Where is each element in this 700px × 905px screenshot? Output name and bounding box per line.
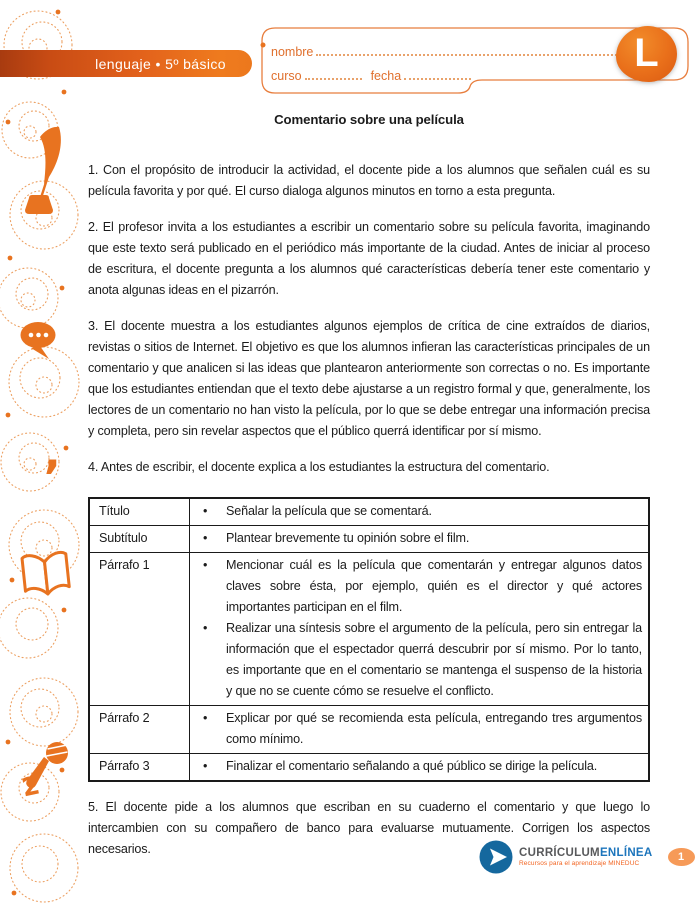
row-label: Título bbox=[89, 498, 190, 526]
activity-step-2: 2. El profesor invita a los estudiantes a escribir un comentario sobre su película favorita, imaginando que este texto será publicado en el periódico más importante de la ciudad. Antes de iniciar al proceso de escritura, el docente pregunta a los alumnos qué características debería tener este comentario y anota algunas ideas en el pizarrón. bbox=[88, 220, 650, 297]
bullet-text: Finalizar el comentario señalando a qué público se dirige la película. bbox=[226, 759, 598, 773]
bullet-text: Mencionar cuál es la película que comentarán y entregar algunos datos claves sobre ésta, por ejemplo, quién es el director y qué actores importantes participan en el film. bbox=[226, 558, 642, 614]
outline-dot bbox=[261, 43, 266, 48]
table-row-parrafo-1 bbox=[89, 553, 649, 706]
row-label: Párrafo 3 bbox=[89, 754, 190, 782]
course-field-line bbox=[305, 77, 362, 80]
bullet-marker: • bbox=[203, 711, 208, 725]
microphone-icon bbox=[19, 742, 68, 802]
bullet-item bbox=[196, 708, 642, 750]
row-label: Subtítulo bbox=[89, 526, 190, 553]
page-number-badge bbox=[668, 848, 695, 866]
table-row-parrafo-2 bbox=[89, 706, 649, 754]
document-title: Comentario sobre una película bbox=[274, 112, 464, 127]
open-book-icon bbox=[22, 552, 70, 596]
brand-wordmark bbox=[519, 847, 653, 859]
table-row-parrafo-3 bbox=[89, 754, 649, 782]
course-date-row bbox=[271, 69, 471, 83]
activity-step-1: 1. Con el propósito de introducir la actividad, el docente pide a los alumnos que señalen cuál es su película favorita y por qué. El curso dialoga algunos minutos en torno a esta pregunta. bbox=[88, 163, 650, 198]
ink-pot-icon bbox=[25, 195, 53, 214]
bullet-item bbox=[196, 618, 642, 702]
activity-step-4: 4. Antes de escribir, el docente explica a los estudiantes la estructura del comentario. bbox=[88, 460, 550, 474]
subject-banner bbox=[0, 50, 252, 77]
bullet-item bbox=[196, 555, 642, 618]
cable-curl-glyph: 2 bbox=[19, 770, 43, 803]
table-row-titulo bbox=[89, 498, 649, 526]
name-field-label: nombre bbox=[271, 45, 314, 59]
brand-tagline: Recursos para el aprendizaje MINEDUC bbox=[519, 860, 640, 867]
bullet-item bbox=[196, 756, 642, 777]
name-field-line bbox=[316, 53, 621, 56]
subject-logo-letter: L bbox=[634, 31, 659, 75]
bullet-text: Plantear brevemente tu opinión sobre el film. bbox=[226, 531, 470, 545]
bullet-text: Realizar una síntesis sobre el argumento de la película, pero sin entregar la información que el espectador querrá descubrir por sí mismo. Por lo tanto, es importante que en el comentario se mantenga el suspenso de la historia y que no se cuente cómo se resuelve el conflicto. bbox=[226, 621, 642, 698]
footer-brand-block bbox=[519, 847, 653, 867]
row-content bbox=[190, 706, 650, 754]
subject-banner-label: lenguaje • 5º básico bbox=[95, 55, 226, 72]
bullet-marker: • bbox=[203, 504, 208, 518]
comma-icon: , bbox=[44, 428, 61, 479]
brand-curriculum: CURRÍCULUM bbox=[519, 847, 600, 859]
brand-enlinea: ENLÍNEA bbox=[599, 847, 653, 859]
row-label: Párrafo 2 bbox=[89, 706, 190, 754]
table-row-subtitulo bbox=[89, 526, 649, 553]
subject-logo bbox=[616, 26, 677, 82]
row-content bbox=[190, 498, 650, 526]
decorative-swirl-pattern bbox=[0, 0, 92, 905]
bullet-marker: • bbox=[203, 621, 208, 635]
footer bbox=[479, 840, 695, 874]
row-content bbox=[190, 526, 650, 553]
bullet-marker: • bbox=[203, 531, 208, 545]
bullet-item bbox=[196, 501, 642, 522]
date-field-label: fecha bbox=[370, 69, 402, 83]
row-label: Párrafo 1 bbox=[89, 553, 190, 706]
activity-step-3: 3. El docente muestra a los estudiantes algunos ejemplos de crítica de cine extraídos de diarios, revistas o sitios de Internet. El objetivo es que los alumnos infieran las características principales de un comentario y que analicen si las ideas que plantearon anteriormente son correctas o no. Es importante que los estudiantes entiendan que el texto debe ajustarse a un registro formal y que, generalmente, los lectores de un comentario no han visto la película, por lo que se debe entregar una información precisa y completa, pero sin revelar aspectos que el público querrá identificar por sí mismo. bbox=[88, 319, 650, 438]
bullet-text: Explicar por qué se recomienda esta película, entregando tres argumentos como mínimo. bbox=[226, 711, 642, 746]
bullet-marker: • bbox=[203, 759, 208, 773]
bullet-text: Señalar la película que se comentará. bbox=[226, 504, 432, 518]
bullet-item bbox=[196, 528, 642, 549]
activity-step-5: 5. El docente pide a los alumnos que escriban en su cuaderno el comentario y que luego lo intercambien con su compañero de banco para evaluarse mutuamente. Corrigen los aspectos necesarios. bbox=[88, 800, 650, 856]
row-content bbox=[190, 754, 650, 782]
date-field-line bbox=[404, 77, 471, 80]
speech-bubble-icon bbox=[21, 322, 56, 359]
row-content bbox=[190, 553, 650, 706]
document-body bbox=[88, 112, 650, 860]
play-arrow-icon bbox=[479, 840, 513, 874]
quill-pen-icon bbox=[40, 127, 61, 201]
name-field-row bbox=[271, 45, 621, 59]
comment-structure-table bbox=[88, 497, 650, 782]
page-number: 1 bbox=[677, 851, 685, 863]
bullet-marker: • bbox=[203, 558, 208, 572]
course-field-label: curso bbox=[271, 69, 302, 83]
